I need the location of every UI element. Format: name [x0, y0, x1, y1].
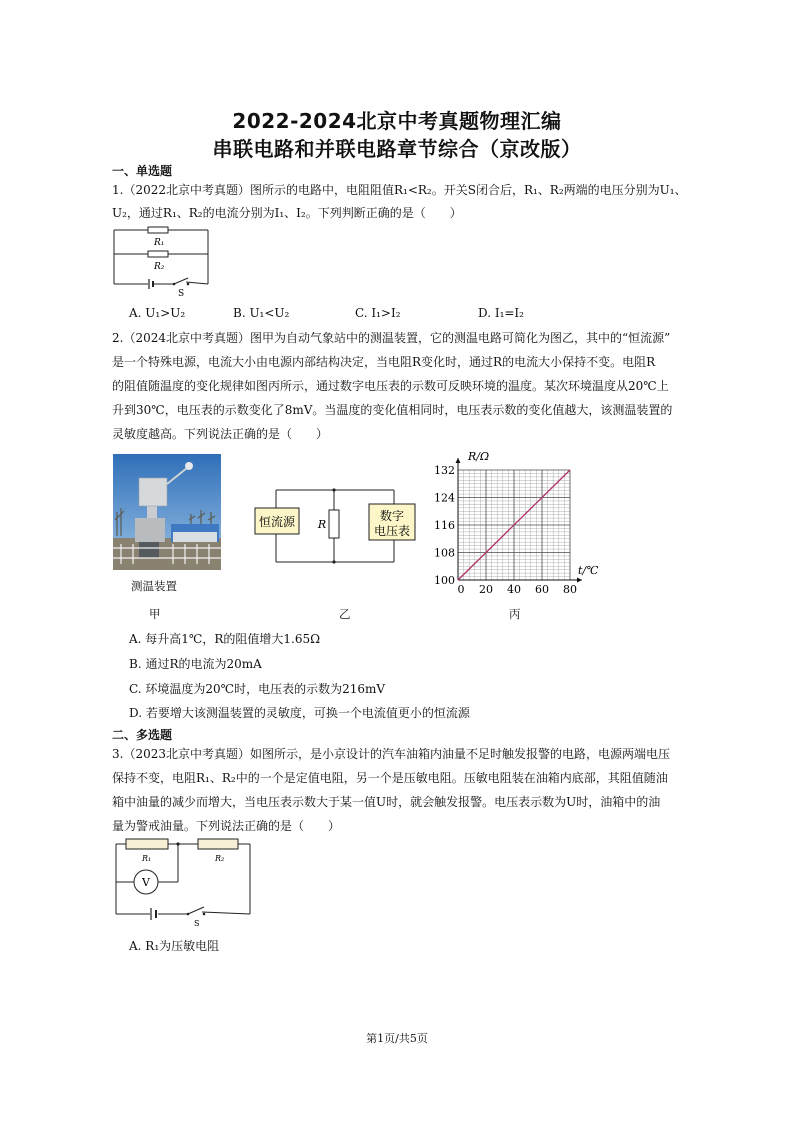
- page-subtitle: 串联电路和并联电路章节综合（京改版）: [212, 137, 582, 161]
- q1-fig-label-r1: R₁: [154, 238, 165, 248]
- fig-caption-jia: 甲: [149, 607, 161, 621]
- q2-text-line5: 灵敏度越高。下列说法正确的是（ ）: [112, 427, 329, 441]
- q2-text-line2: 是一个特殊电源，电流大小由电源内部结构决定，当电阻R变化时，通过R的电流大小保持不变。电阻R: [112, 355, 656, 369]
- fig-caption-bing: 丙: [509, 607, 521, 621]
- x-tick-label: 20: [479, 583, 493, 596]
- y-tick-label: 108: [434, 546, 455, 560]
- q1-option-d[interactable]: D. I₁=I₂: [478, 306, 524, 320]
- constant-current-source-label: 恒流源: [258, 515, 296, 529]
- chart-x-axis-label: t/℃: [578, 564, 599, 577]
- resistance-temperature-chart: [430, 446, 605, 598]
- y-tick-label: 116: [434, 519, 455, 532]
- q2-option-a[interactable]: A. 每升高1℃，R的阻值增大1.65Ω: [129, 632, 321, 646]
- q1-fig-label-switch: S: [178, 289, 185, 299]
- q3-fig-label-r1: R₁: [142, 854, 152, 863]
- q1-option-b[interactable]: B. U₁<U₂: [233, 306, 290, 320]
- digital-voltmeter-label-line1: 数字: [379, 509, 405, 523]
- page-number: 第1页/共5页: [366, 1032, 428, 1045]
- x-axis-arrow: [577, 578, 582, 583]
- q3-text-line3: 箱中油量的减少而增大，当电压表示数大于某一值U时，就会触发报警。电压表示数为U时，油箱中的油: [112, 795, 661, 809]
- q2-option-d[interactable]: D. 若要增大该测温装置的灵敏度，可换一个电流值更小的恒流源: [129, 706, 470, 720]
- q1-option-a[interactable]: A. U₁>U₂: [129, 306, 186, 320]
- photo-caption: 测温装置: [131, 579, 177, 593]
- resistor-r-label: R: [317, 518, 327, 531]
- q1-circuit-diagram: [112, 224, 212, 300]
- y-tick-label: 132: [434, 464, 455, 477]
- y-axis-arrow: [456, 458, 461, 463]
- q2-circuit-diagram: [252, 478, 427, 578]
- q3-text-line2: 保持不变，电阻R₁、R₂中的一个是定值电阻，另一个是压敏电阻。压敏电阻装在油箱内底部，其阻值随油: [112, 771, 668, 785]
- q3-fig-label-r2: R₂: [215, 854, 225, 863]
- section-heading-multi-choice: 二、多选题: [112, 728, 173, 742]
- q3-circuit-diagram: [112, 836, 254, 930]
- q1-text-line1: 1.（2022北京中考真题）图所示的电路中，电阻阻值R₁<R₂。开关S闭合后，R₁、R₂两端的电压分别为U₁、: [112, 183, 687, 197]
- fig-caption-yi: 乙: [339, 607, 351, 621]
- chart-y-axis-label: R/Ω: [468, 450, 490, 463]
- x-tick-label: 60: [535, 583, 549, 596]
- q2-text-line4: 升到30℃，电压表的示数变化了8mV。当温度的变化值相同时，电压表示数的变化值越大，该测温装置的: [112, 403, 673, 417]
- x-tick-label: 80: [563, 583, 577, 596]
- q2-option-c[interactable]: C. 环境温度为20℃时，电压表的示数为216mV: [129, 682, 386, 696]
- voltmeter-icon: V: [142, 876, 150, 889]
- q2-option-b[interactable]: B. 通过R的电流为20mA: [129, 657, 262, 671]
- q3-option-a[interactable]: A. R₁为压敏电阻: [129, 939, 220, 953]
- q2-text-line1: 2.（2024北京中考真题）图甲为自动气象站中的测温装置，它的测温电路可简化为图乙，其中的“恒流源”: [112, 331, 671, 345]
- page-title: 2022-2024北京中考真题物理汇编: [232, 109, 562, 133]
- q3-text-line4: 量为警戒油量。下列说法正确的是（ ）: [112, 819, 341, 833]
- q1-text-line2: U₂，通过R₁、R₂的电流分别为I₁、I₂。下列判断正确的是（ ）: [112, 206, 462, 220]
- x-tick-label: 0: [457, 583, 465, 596]
- q1-option-c[interactable]: C. I₁>I₂: [355, 306, 401, 320]
- x-tick-label: 40: [507, 583, 521, 596]
- y-tick-label: 100: [434, 574, 455, 587]
- q3-text-line1: 3.（2023北京中考真题）如图所示，是小京设计的汽车油箱内油量不足时触发报警的电路，电源两端电压: [112, 747, 670, 761]
- weather-station-photo: [113, 454, 221, 570]
- q2-text-line3: 的阻值随温度的变化规律如图丙所示，通过数字电压表的示数可反映环境的温度。某次环境温度从20℃上: [112, 379, 669, 393]
- section-heading-single-choice: 一、单选题: [112, 164, 173, 178]
- q1-fig-label-r2: R₂: [154, 262, 165, 272]
- y-tick-label: 124: [434, 491, 455, 505]
- q3-fig-label-switch: S: [194, 919, 200, 928]
- digital-voltmeter-label-line2: 电压表: [373, 524, 411, 538]
